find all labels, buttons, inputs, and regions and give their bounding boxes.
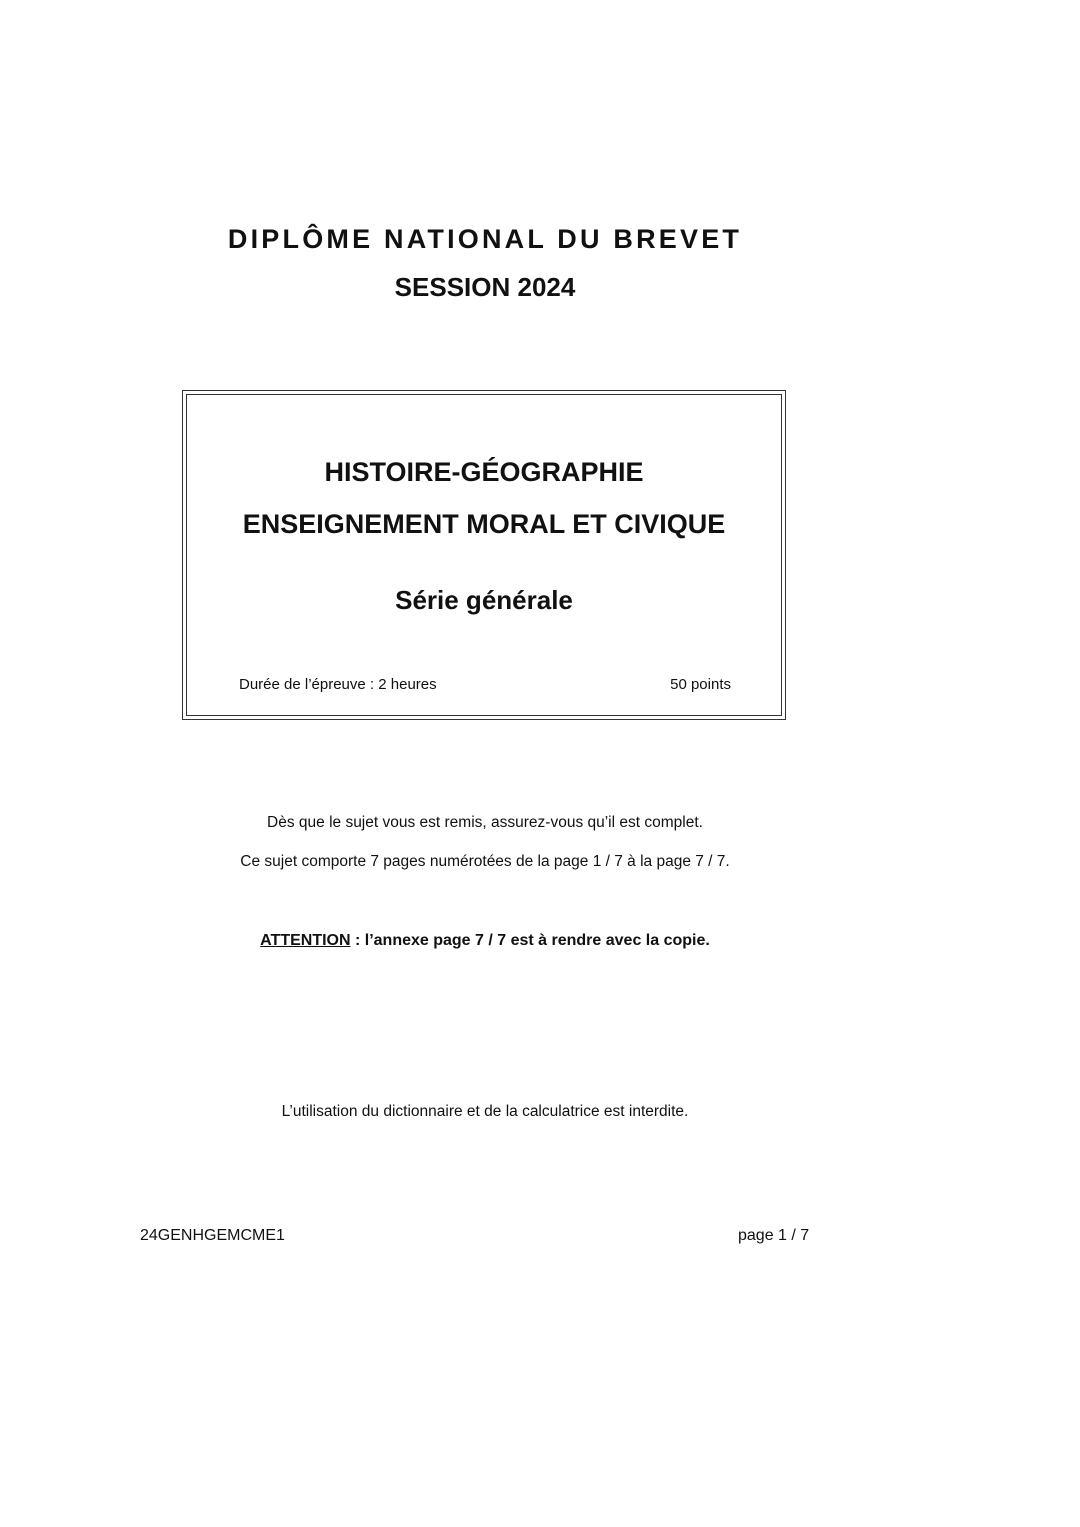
attention-notice bbox=[0, 932, 970, 950]
series-label: Série générale bbox=[395, 585, 573, 615]
forbidden-tools-note: L’utilisation du dictionnaire et de la calculatrice est interdite. bbox=[281, 1103, 689, 1120]
subject-box bbox=[182, 390, 786, 720]
subject-box-inner-border bbox=[186, 394, 782, 716]
exam-points: 50 points bbox=[670, 676, 731, 693]
exam-title: DIPLÔME NATIONAL DU BREVET bbox=[227, 224, 743, 254]
exam-duration: Durée de l’épreuve : 2 heures bbox=[239, 676, 437, 693]
document-code: 24GENHGEMCME1 bbox=[140, 1227, 285, 1244]
attention-text: : l’annexe page 7 / 7 est à rendre avec la copie. bbox=[350, 932, 710, 949]
completeness-note: Dès que le sujet vous est remis, assurez-vous qu’il est complet. bbox=[267, 814, 703, 831]
session-year: SESSION 2024 bbox=[394, 272, 576, 302]
page-count-note: Ce sujet comporte 7 pages numérotées de la page 1 / 7 à la page 7 / 7. bbox=[240, 853, 730, 870]
subject-title: HISTOIRE-GÉOGRAPHIE bbox=[324, 457, 644, 487]
attention-label: ATTENTION bbox=[260, 932, 351, 949]
page-number: page 1 / 7 bbox=[738, 1227, 810, 1244]
subject-subtitle: ENSEIGNEMENT MORAL ET CIVIQUE bbox=[242, 509, 726, 539]
